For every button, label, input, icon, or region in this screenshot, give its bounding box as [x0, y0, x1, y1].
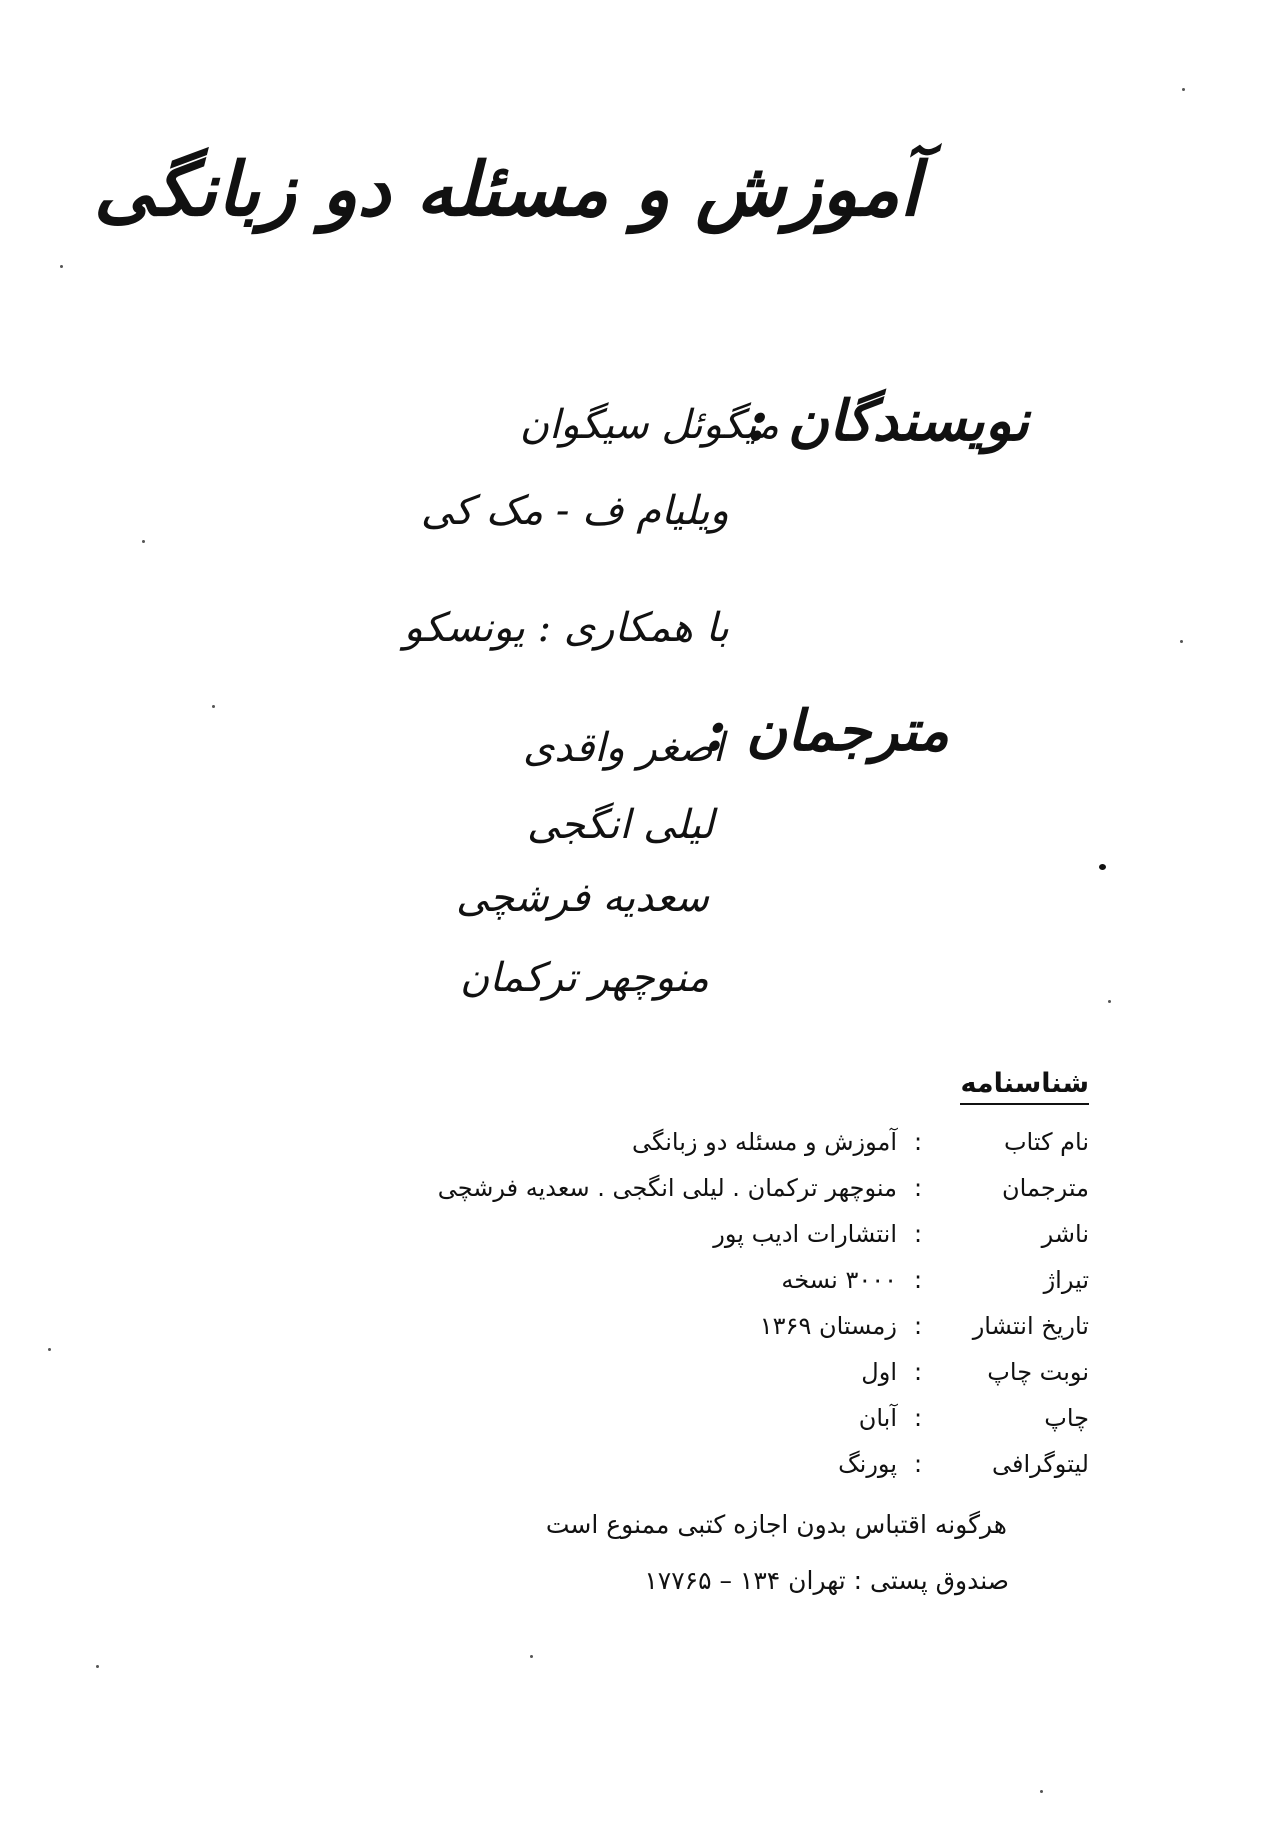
colophon-row — [713, 1214, 1089, 1254]
scan-speck — [1108, 1000, 1111, 1003]
colophon-label: تیراژ — [1043, 1266, 1089, 1294]
scan-speck — [1099, 864, 1106, 870]
colophon-label: نام کتاب — [1003, 1128, 1089, 1156]
colophon-value: انتشارات ادیب پور — [713, 1220, 897, 1248]
colophon-label: لیتوگرافی — [991, 1450, 1089, 1478]
colophon-colon: : — [913, 1312, 923, 1340]
scan-speck — [1182, 88, 1185, 91]
colophon-colon: : — [913, 1450, 923, 1478]
scan-speck — [212, 705, 215, 708]
colophon-value: منوچهر ترکمان . لیلی انگجی . سعدیه فرشچی — [437, 1174, 897, 1202]
colophon-colon: : — [913, 1220, 923, 1248]
author-name: ویلیام ف - مک کی — [420, 488, 729, 534]
colophon-row — [438, 1168, 1089, 1208]
colophon-label: ناشر — [1041, 1220, 1089, 1248]
scan-speck — [142, 540, 145, 543]
collaboration-line: با همکاری : یونسکو — [403, 605, 729, 651]
scan-speck — [1180, 640, 1183, 643]
book-title: آموزش و مسئله دو زبانگی — [93, 147, 920, 233]
translator-name: لیلی انگجی — [526, 802, 714, 848]
colophon-value: اول — [861, 1358, 897, 1386]
scan-speck — [96, 1665, 99, 1668]
colophon-value: آموزش و مسئله دو زبانگی — [631, 1128, 897, 1156]
colophon-value: زمستان ۱۳۶۹ — [759, 1312, 897, 1340]
colophon-colon: : — [913, 1404, 923, 1432]
translator-name: اصغر واقدی — [522, 725, 724, 771]
author-name: میگوئل سیگوان — [519, 402, 779, 448]
scan-speck — [60, 265, 63, 268]
authors-label: نویسندگان : — [747, 388, 1029, 454]
colophon-row — [760, 1306, 1089, 1346]
colophon-row — [781, 1260, 1089, 1300]
colophon-label: چاپ — [1044, 1404, 1089, 1432]
colophon-label: تاریخ انتشار — [972, 1312, 1089, 1340]
colophon-label: مترجمان — [1002, 1174, 1089, 1202]
colophon-colon: : — [913, 1266, 923, 1294]
colophon-row — [859, 1398, 1089, 1438]
scan-speck — [1040, 1790, 1043, 1793]
colophon-row — [861, 1352, 1089, 1392]
colophon-value: پورنگ — [838, 1450, 897, 1478]
colophon-colon: : — [913, 1128, 923, 1156]
colophon-value: آبان — [858, 1404, 897, 1432]
colophon-colon: : — [913, 1174, 923, 1202]
translators-label: مترجمان : — [705, 698, 949, 764]
colophon-heading: شناسنامه — [960, 1068, 1089, 1105]
colophon-colon: : — [913, 1358, 923, 1386]
colophon-label: نوبت چاپ — [987, 1358, 1089, 1386]
translator-name: منوچهر ترکمان — [459, 955, 709, 1001]
colophon-value: ۳۰۰۰ نسخه — [781, 1266, 897, 1294]
copyright-notice: هرگونه اقتباس بدون اجازه کتبی ممنوع است — [545, 1510, 1007, 1539]
colophon-row — [632, 1122, 1089, 1162]
colophon-row — [838, 1444, 1089, 1484]
translator-name: سعدیه فرشچی — [456, 875, 709, 921]
scan-speck — [48, 1348, 51, 1351]
scan-speck — [530, 1655, 533, 1658]
postbox-line: صندوق پستی : تهران ۱۳۴ – ۱۷۷۶۵ — [644, 1566, 1009, 1595]
